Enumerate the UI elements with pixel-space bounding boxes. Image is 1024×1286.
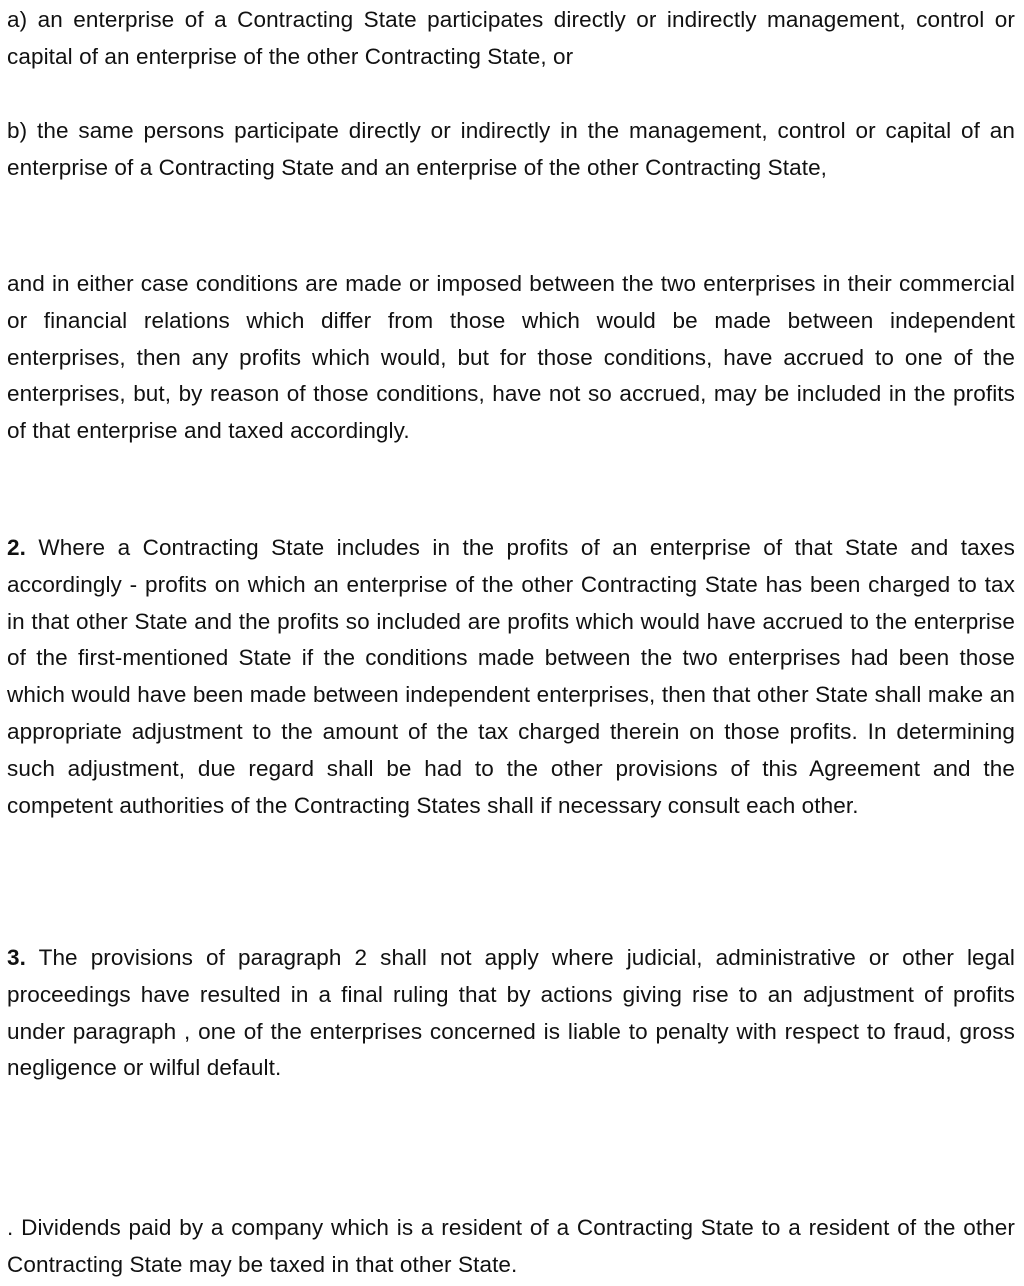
paragraph-3 bbox=[7, 940, 1015, 1087]
paragraph-dividends bbox=[7, 1210, 1015, 1284]
paragraph-2-number: 2. bbox=[7, 535, 26, 560]
paragraph-a: a) an enterprise of a Contracting State participates directly or indirectly management, control or capital of an enterprise of the other Contracting State, or bbox=[7, 7, 1015, 69]
paragraph-dividends-text: Dividends paid by a company which is a resident of a Contracting State to a resident of the other Contracting State may be taxed in that other State. bbox=[7, 1215, 1015, 1277]
paragraph-2 bbox=[7, 530, 1015, 824]
paragraph-dividends-number: . bbox=[7, 1215, 14, 1240]
paragraph-either-case: and in either case conditions are made or imposed between the two enterprises in their commercial or financial relations which differ from those which would be made between independent enterprises, then any profits which would, but for those conditions, have accrued to one of the enterprises, but, by reason of those conditions, have not so accrued, may be included in the profits of that enterprise and taxed accordingly. bbox=[7, 271, 1015, 444]
paragraph-3-number: 3. bbox=[7, 945, 26, 970]
paragraph-2-text: Where a Contracting State includes in the profits of an enterprise of that State and taxes accordingly - profits on which an enterprise of the other Contracting State has been charged to tax in that other State and the profits so included are profits which would have accrued to the enterprise of the first-mentioned State if the conditions made between the two enterprises had been those which would have been made between independent enterprises, then that other State shall make an appropriate adjustment to the amount of the tax charged therein on those profits. In determining such adjustment, due regard shall be had to the other provisions of this Agreement and the competent authorities of the Contracting States shall if necessary consult each other. bbox=[7, 535, 1015, 818]
paragraph-b: b) the same persons participate directly or indirectly in the management, control or capital of an enterprise of a Contracting State and an enterprise of the other Contracting State, bbox=[7, 118, 1015, 180]
paragraph-3-text: The provisions of paragraph 2 shall not apply where judicial, administrative or other legal proceedings have resulted in a final ruling that by actions giving rise to an adjustment of profits under paragraph , one of the enterprises concerned is liable to penalty with respect to fraud, gross negligence or wilful default. bbox=[7, 945, 1015, 1081]
